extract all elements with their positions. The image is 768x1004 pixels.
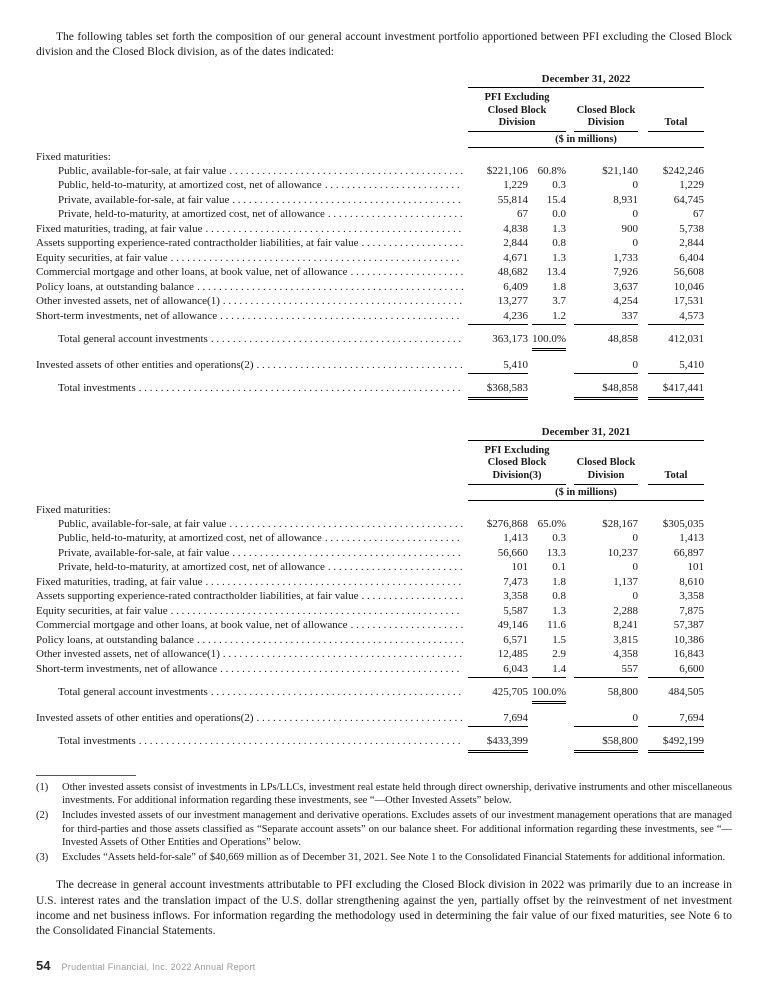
row-value: $305,035: [662, 517, 704, 530]
row-value: 1,229: [503, 179, 528, 192]
row-label: Private, held-to-maturity, at amortized cost, net of allowance: [58, 561, 325, 574]
row-value: 3,358: [679, 590, 704, 603]
row-value: 17,531: [673, 295, 704, 308]
row-value: 6,600: [648, 663, 704, 679]
table-row: [36, 619, 704, 634]
table-body: [36, 151, 732, 400]
table-row: [36, 547, 704, 562]
dot-leader: [257, 359, 464, 373]
row-label: Invested assets of other entities and operations(2): [36, 711, 254, 724]
dot-leader: [205, 576, 463, 590]
row-value: 2,844: [503, 237, 528, 250]
row-label: Public, held-to-maturity, at amortized cost, net of allowance: [58, 179, 322, 192]
intro-paragraph: The following tables set forth the composition of our general account investment portfolio apportioned between PFI excluding the Closed Block division and the Closed Block division, as of the dates indicated:: [36, 31, 732, 59]
row-value: 10,237: [607, 546, 638, 559]
table-row: [36, 333, 704, 351]
row-value: 1.2: [532, 310, 566, 326]
table-row: [36, 735, 704, 753]
table-column-headers: [36, 445, 704, 485]
table-units-label: ($ in millions): [468, 132, 704, 148]
row-value: 58,800: [607, 686, 638, 699]
row-value: 2.9: [552, 648, 566, 661]
dot-leader: [229, 165, 463, 179]
row-label: Public, available-for-sale, at fair value: [58, 164, 227, 177]
row-value: 67: [693, 208, 704, 221]
row-label: Equity securities, at fair value: [36, 604, 168, 617]
row-value: 1,413: [503, 532, 528, 545]
row-value: 337: [574, 310, 638, 326]
row-value: 0.3: [552, 532, 566, 545]
table-row: [36, 223, 704, 238]
footnote-marker: (3): [36, 851, 49, 863]
row-value: $417,441: [648, 382, 704, 400]
table-row: [36, 252, 704, 267]
row-label: Other invested assets, net of allowance(1): [36, 648, 220, 661]
dot-leader: [197, 634, 463, 648]
table-row: [36, 179, 704, 194]
row-value: 1,137: [613, 575, 638, 588]
table-row: [36, 518, 704, 533]
row-value: $368,583: [468, 382, 528, 400]
row-value: 67: [517, 208, 528, 221]
row-value: 56,660: [497, 546, 528, 559]
column-header: PFI Excluding Closed Block Division: [468, 92, 566, 132]
table-row: [36, 151, 704, 165]
page-number: 54: [36, 958, 51, 973]
row-label: Invested assets of other entities and operations(2): [36, 358, 254, 371]
row-value: 65.0%: [537, 517, 566, 530]
table-row: [36, 295, 704, 310]
row-label: Total general account investments: [58, 686, 208, 699]
row-value: 0.8: [552, 590, 566, 603]
column-header: Total: [648, 470, 704, 485]
column-header: Total: [648, 117, 704, 132]
footnote-marker: (1): [36, 781, 49, 793]
row-value: 3.7: [552, 295, 566, 308]
row-value: 3,637: [613, 280, 638, 293]
row-label: Private, held-to-maturity, at amortized cost, net of allowance: [58, 208, 325, 221]
table-row: [36, 359, 704, 375]
dot-leader: [232, 194, 463, 208]
table-row: [36, 634, 704, 649]
row-value: 425,705: [492, 686, 528, 699]
row-value: 0.0: [552, 208, 566, 221]
row-value: [532, 743, 566, 744]
row-value: 6,404: [679, 251, 704, 264]
row-label: Commercial mortgage and other loans, at book value, net of allowance: [36, 266, 348, 279]
row-label: Equity securities, at fair value: [36, 251, 168, 264]
row-value: 7,926: [613, 266, 638, 279]
table-date-header: December 31, 2022: [468, 73, 704, 88]
footer-report-title: Prudential Financial, Inc. 2022 Annual Report: [61, 962, 256, 972]
row-value: 0: [632, 179, 638, 192]
row-value: 8,931: [613, 193, 638, 206]
footnote-text: Other invested assets consist of investments in LPs/LLCs, investment real estate held through direct ownership, derivative instruments and other miscellaneous investments. For additional information regarding these investments, see “—Other Invested Assets” below.: [62, 781, 732, 807]
row-value: [532, 390, 566, 391]
row-label: Assets supporting experience-rated contractholder liabilities, at fair value: [36, 237, 359, 250]
row-value: 900: [621, 222, 638, 235]
dot-leader: [362, 590, 463, 604]
row-value: 0.1: [552, 561, 566, 574]
row-value: 2,288: [613, 604, 638, 617]
row-value: 8,610: [679, 575, 704, 588]
row-value: 66,897: [673, 546, 704, 559]
footnote: [36, 809, 732, 850]
row-value: 412,031: [668, 333, 704, 346]
table-row: [36, 266, 704, 281]
dot-leader: [325, 532, 463, 546]
row-label: Other invested assets, net of allowance(1): [36, 295, 220, 308]
row-value: 64,745: [673, 193, 704, 206]
row-label: Fixed maturities, trading, at fair value: [36, 575, 203, 588]
row-value: 5,738: [679, 222, 704, 235]
dot-leader: [139, 382, 463, 396]
row-value: 363,173: [492, 333, 528, 346]
row-value: 3,358: [503, 590, 528, 603]
investment-table-2022: [36, 73, 732, 400]
dot-leader: [229, 518, 463, 532]
row-value: 0: [632, 208, 638, 221]
footnote: [36, 851, 732, 865]
row-value: 12,485: [497, 648, 528, 661]
investment-table-2021: [36, 426, 732, 753]
row-value: 60.8%: [537, 164, 566, 177]
table-row: [36, 605, 704, 620]
row-value: 0: [632, 532, 638, 545]
row-label: Policy loans, at outstanding balance: [36, 633, 194, 646]
row-value: $276,868: [486, 517, 528, 530]
dot-leader: [205, 223, 463, 237]
row-value: 1.3: [552, 251, 566, 264]
dot-leader: [171, 252, 463, 266]
row-value: 1.8: [552, 575, 566, 588]
footnotes-section: [36, 781, 732, 865]
row-value: 484,505: [668, 686, 704, 699]
row-value: 7,694: [648, 712, 704, 728]
row-value: 11.6: [547, 619, 566, 632]
row-label: Public, available-for-sale, at fair value: [58, 517, 227, 530]
row-value: 16,843: [673, 648, 704, 661]
row-label: Short-term investments, net of allowance: [36, 662, 218, 675]
footnote-text: Includes invested assets of our investment management and derivative operations. Excludes assets of our investment management operations that are managed for third-parties and those assets classified as “Separate account assets” on our balance sheet. For additional information regarding these investments, see “—Invested Assets of Other Entities and Operations” below.: [62, 809, 732, 849]
table-row: [36, 281, 704, 296]
row-value: 5,410: [468, 359, 528, 375]
table-row: [36, 532, 704, 547]
row-value: 0.3: [552, 179, 566, 192]
footnote-text: Excludes “Assets held-for-sale” of $40,669 million as of December 31, 2021. See Note 1 to the Consolidated Financial Statements for additional information.: [62, 851, 726, 863]
row-value: 1,733: [613, 251, 638, 264]
dot-leader: [211, 686, 463, 700]
row-value: 55,814: [497, 193, 528, 206]
column-header: Closed Block Division: [574, 457, 638, 485]
row-value: 48,682: [497, 266, 528, 279]
row-value: 5,587: [503, 604, 528, 617]
dot-leader: [220, 663, 463, 677]
table-row: [36, 686, 704, 704]
row-value: 7,473: [503, 575, 528, 588]
table-row: [36, 504, 704, 518]
table-row: [36, 576, 704, 591]
table-row: [36, 208, 704, 223]
row-value: 57,387: [673, 619, 704, 632]
row-label: Total investments: [58, 382, 136, 395]
dot-leader: [328, 561, 463, 575]
row-value: 8,241: [613, 619, 638, 632]
table-row: [36, 712, 704, 728]
table-row: [36, 382, 704, 400]
footnote: [36, 781, 732, 808]
row-value: $28,167: [602, 517, 638, 530]
row-label: Fixed maturities, trading, at fair value: [36, 222, 203, 235]
row-value: 101: [511, 561, 528, 574]
footnote-divider: [36, 775, 136, 776]
row-value: 6,409: [503, 280, 528, 293]
row-value: $242,246: [662, 164, 704, 177]
table-row: [36, 590, 704, 605]
dot-leader: [220, 310, 463, 324]
row-value: 49,146: [497, 619, 528, 632]
row-value: 101: [687, 561, 704, 574]
table-units-label: ($ in millions): [468, 485, 704, 501]
row-value: 1.8: [552, 280, 566, 293]
row-label: Private, available-for-sale, at fair value: [58, 193, 230, 206]
table-row: [36, 194, 704, 209]
row-value: 0: [574, 712, 638, 728]
dot-leader: [351, 619, 463, 633]
row-label: Fixed maturities:: [36, 504, 111, 517]
row-value: 10,046: [673, 280, 704, 293]
row-value: $58,800: [574, 735, 638, 753]
closing-paragraph: The decrease in general account investments attributable to PFI excluding the Closed Block division in 2022 was primarily due to an increase in U.S. interest rates and the translation impact of the U.S. dollar strengthening against the yen, partially offset by the reinvestment of net investment income and net business inflows. For information regarding the methodology used in determining the fair value of our fixed maturities, see Note 6 to the Consolidated Financial Statements.: [36, 879, 732, 937]
table-row: [36, 561, 704, 576]
dot-leader: [232, 547, 463, 561]
row-value: 0: [632, 561, 638, 574]
row-label: Commercial mortgage and other loans, at book value, net of allowance: [36, 619, 348, 632]
row-value: [532, 720, 566, 721]
table-column-headers: [36, 92, 704, 132]
table-body: [36, 504, 732, 753]
table-row: [36, 237, 704, 252]
dot-leader: [325, 179, 463, 193]
row-value: 48,858: [607, 333, 638, 346]
dot-leader: [328, 208, 463, 222]
column-header: PFI Excluding Closed Block Division(3): [468, 445, 566, 485]
row-label: Policy loans, at outstanding balance: [36, 280, 194, 293]
row-value: 15.4: [546, 193, 566, 206]
row-value: $492,199: [648, 735, 704, 753]
row-value: 100.0%: [532, 686, 566, 704]
dot-leader: [223, 295, 463, 309]
dot-leader: [257, 712, 464, 726]
dot-leader: [362, 237, 463, 251]
row-label: Total investments: [58, 735, 136, 748]
table-row: [36, 310, 704, 326]
row-value: 1.4: [532, 663, 566, 679]
row-value: 4,358: [613, 648, 638, 661]
row-value: 0.8: [552, 237, 566, 250]
row-value: 2,844: [679, 237, 704, 250]
row-value: 7,875: [679, 604, 704, 617]
dot-leader: [211, 333, 463, 347]
row-value: 1.5: [552, 633, 566, 646]
table-row: [36, 165, 704, 180]
row-value: $48,858: [574, 382, 638, 400]
dot-leader: [171, 605, 463, 619]
dot-leader: [197, 281, 463, 295]
row-value: 5,410: [648, 359, 704, 375]
row-value: 557: [574, 663, 638, 679]
row-value: $433,399: [468, 735, 528, 753]
row-value: 0: [632, 237, 638, 250]
dot-leader: [139, 735, 463, 749]
row-label: Public, held-to-maturity, at amortized cost, net of allowance: [58, 532, 322, 545]
row-value: 10,386: [673, 633, 704, 646]
table-date-header: December 31, 2021: [468, 426, 704, 441]
row-label: Private, available-for-sale, at fair value: [58, 546, 230, 559]
row-value: 7,694: [468, 712, 528, 728]
row-value: 13.3: [546, 546, 566, 559]
dot-leader: [223, 648, 463, 662]
row-label: Assets supporting experience-rated contractholder liabilities, at fair value: [36, 590, 359, 603]
row-value: 1,413: [679, 532, 704, 545]
row-label: Fixed maturities:: [36, 151, 111, 164]
row-value: 0: [632, 590, 638, 603]
row-value: [532, 367, 566, 368]
row-value: 0: [574, 359, 638, 375]
row-value: 3,815: [613, 633, 638, 646]
row-value: 6,043: [468, 663, 528, 679]
page-footer: [36, 958, 256, 973]
row-value: 4,573: [648, 310, 704, 326]
row-value: 4,236: [468, 310, 528, 326]
row-value: 1.3: [552, 222, 566, 235]
table-row: [36, 663, 704, 679]
column-header: Closed Block Division: [574, 105, 638, 133]
row-value: 4,254: [613, 295, 638, 308]
dot-leader: [351, 266, 463, 280]
row-value: 56,608: [673, 266, 704, 279]
row-value: 100.0%: [532, 333, 566, 351]
row-label: Total general account investments: [58, 333, 208, 346]
row-value: $21,140: [602, 164, 638, 177]
row-value: 4,671: [503, 251, 528, 264]
row-value: 13,277: [497, 295, 528, 308]
footnote-marker: (2): [36, 809, 49, 821]
row-value: 6,571: [503, 633, 528, 646]
row-value: 1,229: [679, 179, 704, 192]
row-value: $221,106: [486, 164, 528, 177]
row-value: 13.4: [546, 266, 566, 279]
row-value: 4,838: [503, 222, 528, 235]
row-value: 1.3: [552, 604, 566, 617]
table-row: [36, 648, 704, 663]
row-label: Short-term investments, net of allowance: [36, 309, 218, 322]
